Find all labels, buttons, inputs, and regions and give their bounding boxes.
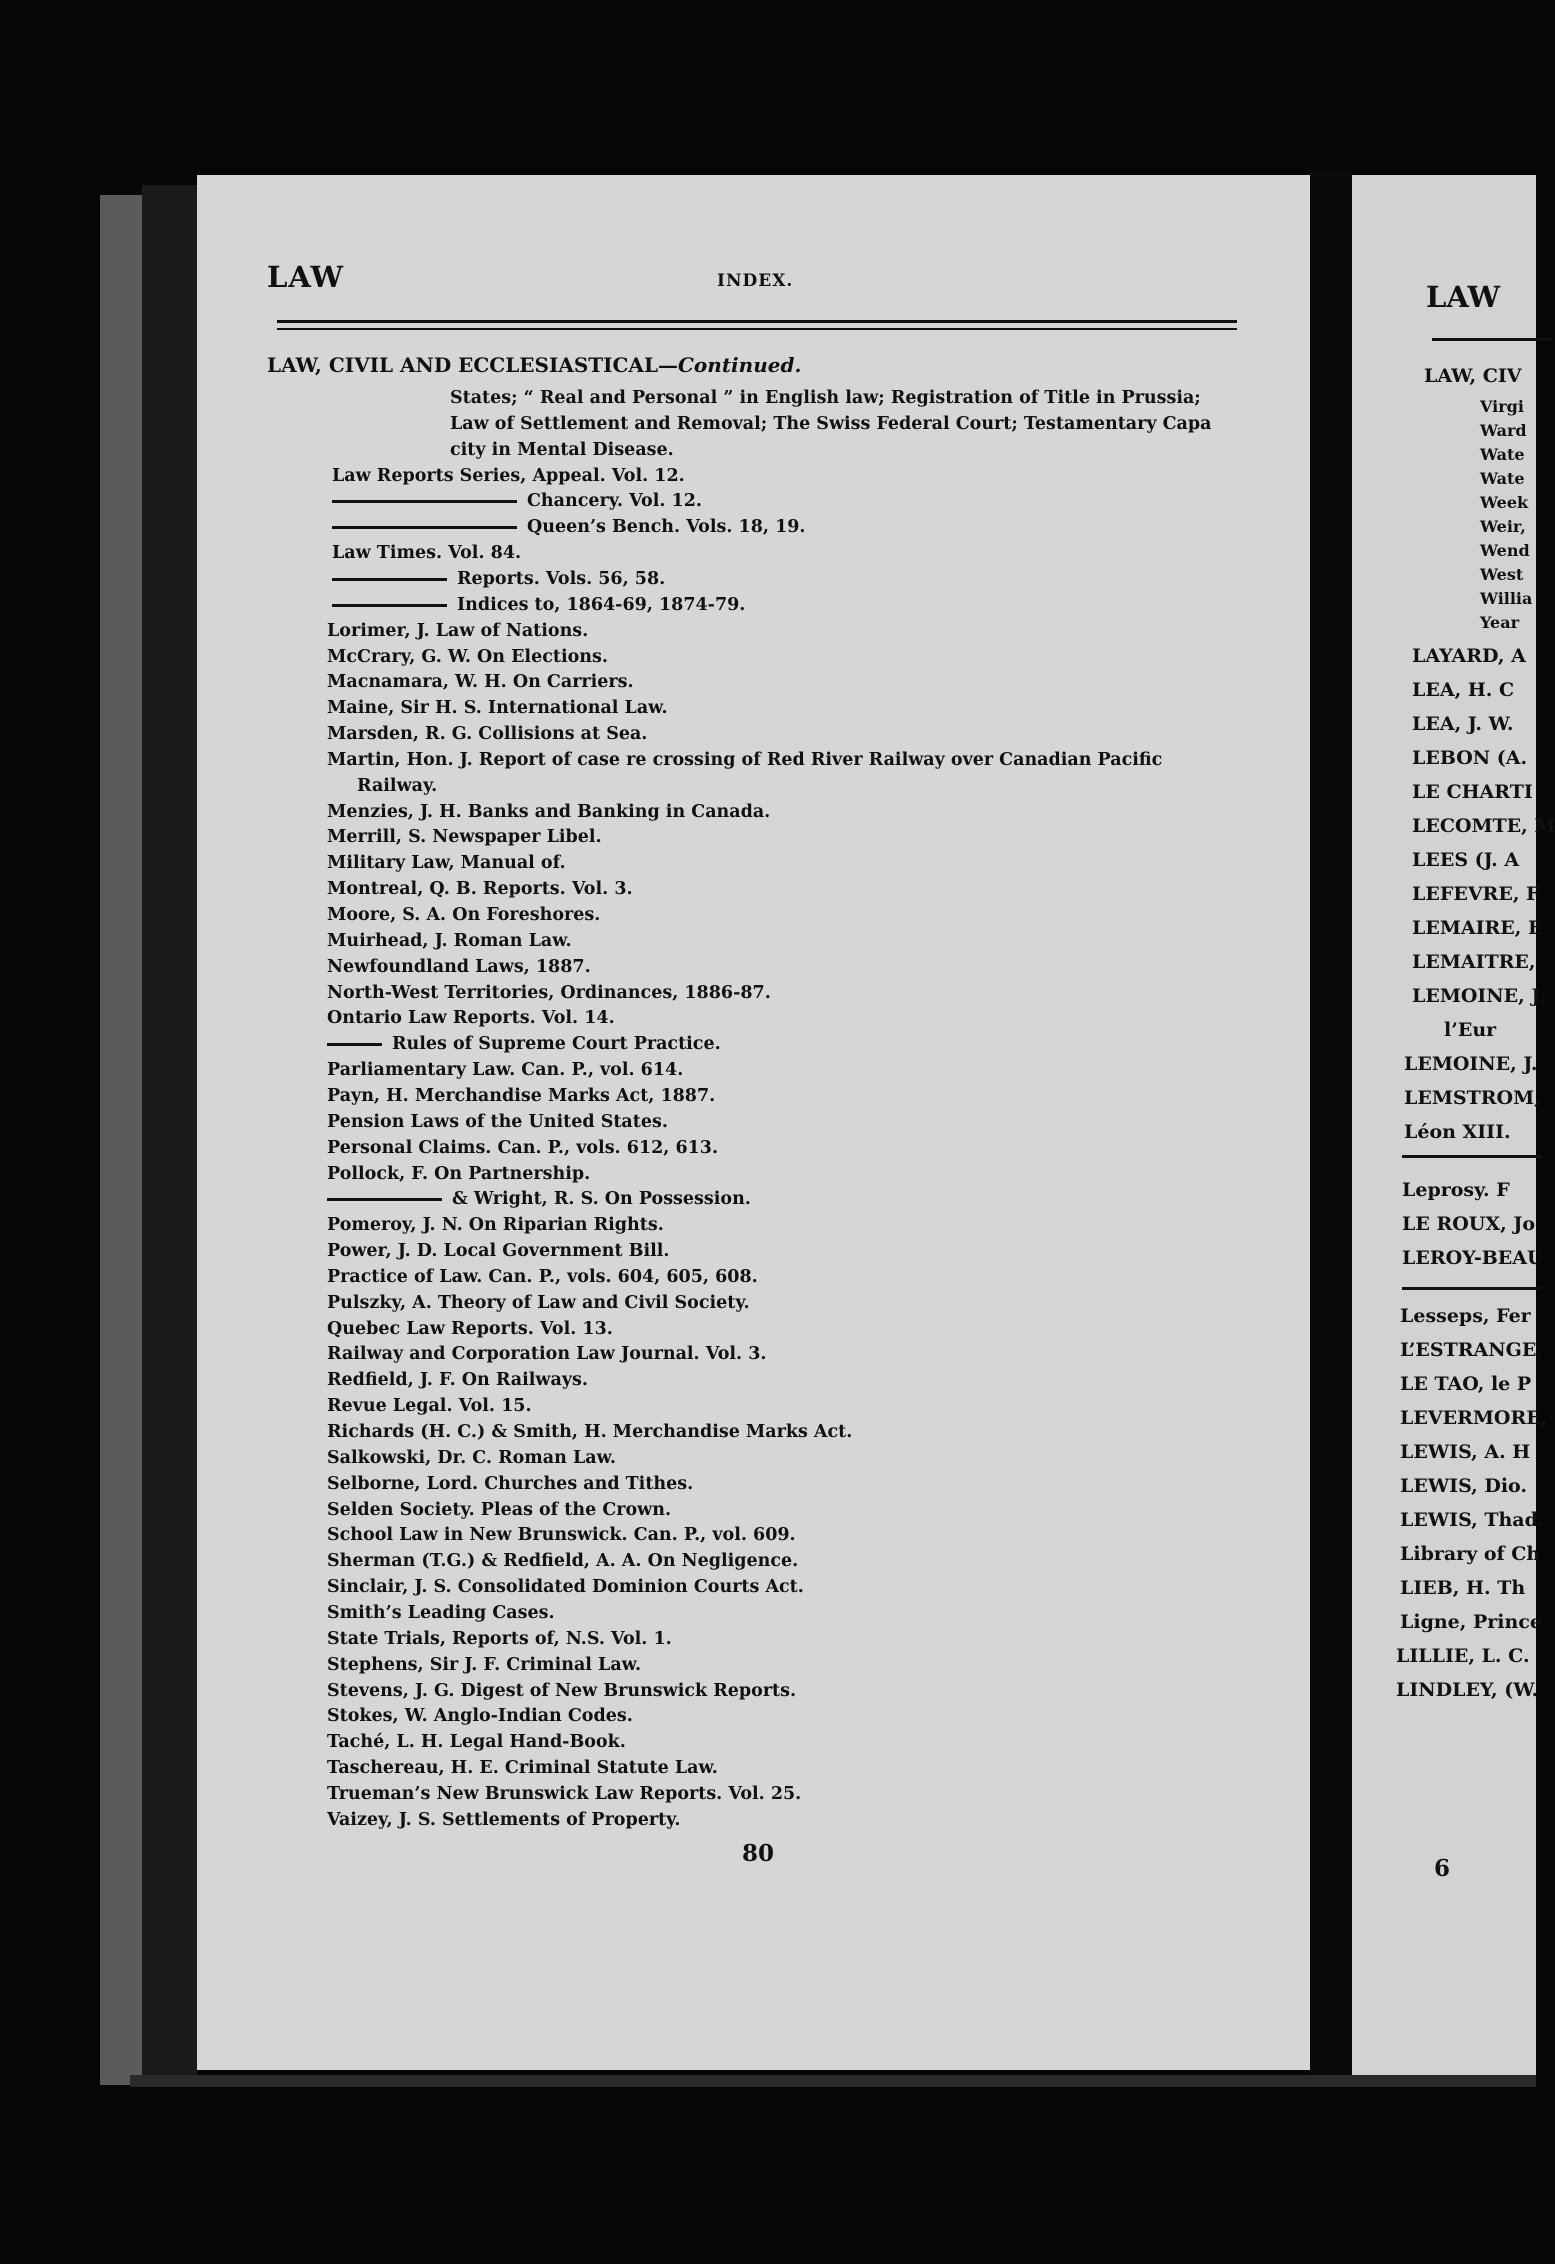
index-entry: [327, 957, 591, 977]
ditto-dash: [332, 526, 517, 529]
right-index-entry: LEA, H. C: [1412, 679, 1515, 701]
right-index-entry: LEWIS, A. H: [1400, 1441, 1531, 1463]
index-entry-text: city in Mental Disease.: [450, 439, 674, 460]
right-index-entry: LEWIS, Thad.: [1400, 1509, 1545, 1531]
right-index-entry: LIEB, H. Th: [1400, 1577, 1526, 1599]
right-index-entry: Library of Ch: [1400, 1543, 1541, 1565]
index-entry: [327, 1138, 718, 1158]
book-spine-edge: [100, 195, 142, 2085]
index-entry-text: Law Reports Series, Appeal. Vol. 12.: [332, 465, 685, 486]
index-entry-text: Law of Settlement and Removal; The Swiss Federal Court; Testamentary Capa: [450, 413, 1212, 434]
index-entry-text: Richards (H. C.) & Smith, H. Merchandise Marks Act.: [327, 1422, 853, 1442]
index-entry: [450, 440, 674, 460]
ditto-dash: [332, 500, 517, 503]
index-entry-text: Redfield, J. F. On Railways.: [327, 1370, 588, 1391]
right-index-entry: LEMAIRE, E: [1412, 917, 1543, 939]
right-index-entry: Year: [1480, 613, 1520, 632]
running-header-left: LAW: [267, 260, 345, 294]
index-entry-text: Merrill, S. Newspaper Libel.: [327, 827, 602, 848]
index-entry: [332, 517, 806, 537]
left-page: [197, 175, 1327, 2070]
index-entry: [327, 905, 600, 925]
index-entry-text: Law Times. Vol. 84.: [332, 543, 522, 564]
ditto-dash: [327, 1043, 382, 1046]
index-entry: [450, 388, 1201, 408]
right-running-header: LAW: [1426, 280, 1501, 314]
index-entry: [327, 827, 602, 847]
index-entry: [332, 569, 665, 589]
index-entry: [327, 1034, 721, 1054]
index-entry: [327, 1810, 680, 1830]
book-spine-shadow: [142, 185, 197, 2080]
right-header-rule: [1432, 338, 1552, 341]
right-index-entry: LEMOINE, J.: [1404, 1053, 1538, 1075]
ditto-dash: [332, 578, 447, 581]
index-entry-text: Sinclair, J. S. Consolidated Dominion Courts Act.: [327, 1577, 804, 1598]
index-entry: [327, 931, 572, 951]
header-rule-bottom: [277, 328, 1237, 330]
ditto-dash: [327, 1198, 442, 1201]
right-index-entry: Ward: [1480, 421, 1527, 440]
index-entry-text: Vaizey, J. S. Settlements of Property.: [327, 1809, 681, 1830]
right-index-entry: LE CHARTI: [1412, 781, 1533, 803]
right-index-entry: LEROY-BEAU: [1402, 1247, 1544, 1269]
index-entry-text: Montreal, Q. B. Reports. Vol. 3.: [327, 879, 633, 900]
index-entry: [332, 491, 702, 511]
index-entry: [450, 414, 1211, 434]
index-entry: [327, 1112, 668, 1132]
index-entry: [327, 1164, 590, 1184]
index-entry: [327, 1293, 750, 1313]
header-rule-top: [277, 320, 1237, 323]
page-bottom-shadow: [130, 2075, 1536, 2087]
index-entry: [327, 621, 588, 641]
index-entry-text: Pomeroy, J. N. On Riparian Rights.: [327, 1215, 664, 1236]
index-entry: [327, 1448, 616, 1468]
index-entry: [327, 647, 608, 667]
right-index-entry: Léon XIII.: [1404, 1121, 1511, 1143]
index-entry-text: Quebec Law Reports. Vol. 13.: [327, 1318, 613, 1339]
index-entry-text: Martin, Hon. J. Report of case re crossing of Red River Railway over Canadian Pacific: [327, 749, 1163, 770]
right-page: [1352, 175, 1555, 2075]
index-entry: [327, 1396, 532, 1416]
index-entry: [327, 1732, 626, 1752]
right-index-entry: Wend: [1480, 541, 1530, 560]
index-entry: [327, 879, 633, 899]
index-entry: [327, 1500, 671, 1520]
right-index-entry: LAW, CIV: [1424, 365, 1522, 387]
index-entry-text: Selden Society. Pleas of the Crown.: [327, 1499, 672, 1520]
index-entry-text: Stevens, J. G. Digest of New Brunswick Reports.: [327, 1680, 797, 1701]
index-entry-text: State Trials, Reports of, N.S. Vol. 1.: [327, 1628, 672, 1649]
index-entry: [327, 1706, 633, 1726]
right-index-entry: LEMOINE, J.: [1412, 985, 1546, 1007]
right-index-entry: LEES (J. A: [1412, 849, 1520, 871]
index-entry: [327, 1474, 693, 1494]
index-entry: [332, 595, 745, 615]
right-index-entry: L’ESTRANGE,: [1400, 1339, 1543, 1361]
index-entry-text: Payn, H. Merchandise Marks Act, 1887.: [327, 1085, 716, 1106]
right-index-entry: LEWIS, Dio.: [1400, 1475, 1527, 1497]
index-entry: [327, 1319, 613, 1339]
index-entry: [327, 1525, 796, 1545]
index-entry-text: Newfoundland Laws, 1887.: [327, 956, 591, 977]
index-entry-text: Queen’s Bench. Vols. 18, 19.: [527, 517, 806, 538]
right-index-entry: Willia: [1480, 589, 1533, 608]
index-entry: [327, 1267, 758, 1287]
right-index-entry: Virgi: [1480, 397, 1524, 416]
section-continued: Continued.: [678, 353, 802, 377]
index-entry-text: Power, J. D. Local Government Bill.: [327, 1241, 670, 1262]
index-entry-text: Ontario Law Reports. Vol. 14.: [327, 1008, 615, 1029]
section-heading: [267, 353, 801, 377]
right-index-entry: Wate: [1480, 469, 1525, 488]
index-entry-text: McCrary, G. W. On Elections.: [327, 646, 608, 667]
index-entry-text: Selborne, Lord. Churches and Tithes.: [327, 1473, 694, 1494]
right-index-entry: LAYARD, A: [1412, 645, 1526, 667]
right-index-entry: Lesseps, Fer: [1400, 1305, 1531, 1327]
right-index-entry: LEMSTROM,: [1404, 1087, 1541, 1109]
index-entry-text: Pollock, F. On Partnership.: [327, 1163, 591, 1184]
page-number: 80: [742, 1840, 775, 1867]
index-entry-text: Stephens, Sir J. F. Criminal Law.: [327, 1654, 642, 1675]
right-index-entry: LEBON (A.: [1412, 747, 1528, 769]
index-entry-text: Muirhead, J. Roman Law.: [327, 930, 572, 951]
index-entry: [327, 1758, 718, 1778]
right-separator-rule: [1402, 1155, 1542, 1158]
index-entry-text: Trueman’s New Brunswick Law Reports. Vol. 25.: [327, 1783, 802, 1804]
index-entry-text: Taschereau, H. E. Criminal Statute Law.: [327, 1758, 718, 1779]
index-entry: [332, 543, 521, 563]
right-index-entry: LEMAITRE,: [1412, 951, 1536, 973]
index-entry-text: Maine, Sir H. S. International Law.: [327, 698, 668, 719]
index-entry-text: Macnamara, W. H. On Carriers.: [327, 672, 634, 693]
right-index-entry: LE ROUX, Jo: [1402, 1213, 1535, 1235]
index-entry: [327, 1655, 641, 1675]
index-entry: [327, 1577, 804, 1597]
index-entry: [327, 1189, 751, 1209]
right-separator-rule: [1402, 1287, 1542, 1290]
index-entry: [327, 672, 634, 692]
index-entry: [327, 750, 1162, 770]
index-entry-text: Taché, L. H. Legal Hand-Book.: [327, 1732, 626, 1753]
index-entry-text: Rules of Supreme Court Practice.: [392, 1034, 721, 1055]
running-header-center: INDEX.: [717, 271, 794, 291]
index-entry: [332, 466, 685, 486]
index-entry-text: Personal Claims. Can. P., vols. 612, 613.: [327, 1137, 719, 1158]
right-index-entry: LE TAO, le P: [1400, 1373, 1532, 1395]
index-entry-text: Moore, S. A. On Foreshores.: [327, 905, 601, 925]
index-entry: [327, 1551, 798, 1571]
right-index-entry: LILLIE, L. C.: [1396, 1645, 1530, 1667]
index-entry: [327, 1060, 683, 1080]
index-entry: [327, 1603, 555, 1623]
right-index-entry: LINDLEY, (W.: [1396, 1679, 1539, 1701]
index-entry: [327, 1681, 796, 1701]
index-entry-text: Parliamentary Law. Can. P., vol. 614.: [327, 1060, 684, 1081]
right-index-entry: Week: [1480, 493, 1529, 512]
index-entry-text: North-West Territories, Ordinances, 1886-87.: [327, 982, 771, 1003]
index-entry: [327, 1784, 801, 1804]
right-index-entry: Ligne, Prince: [1400, 1611, 1542, 1633]
index-entry: [357, 776, 437, 796]
index-entry-text: Pension Laws of the United States.: [327, 1111, 668, 1132]
index-entry-text: Lorimer, J. Law of Nations.: [327, 620, 589, 641]
index-entry: [327, 983, 771, 1003]
index-entry: [327, 724, 647, 744]
index-entry: [327, 698, 668, 718]
index-entry-text: Smith’s Leading Cases.: [327, 1602, 555, 1623]
index-entry: [327, 1008, 615, 1028]
right-page-number: 6: [1434, 1855, 1451, 1882]
index-entry-text: Stokes, W. Anglo-Indian Codes.: [327, 1706, 633, 1727]
index-entry-text: & Wright, R. S. On Possession.: [452, 1189, 751, 1210]
index-entry: [327, 1370, 588, 1390]
index-entry-text: Indices to, 1864-69, 1874-79.: [457, 594, 746, 615]
index-entry-text: States; “ Real and Personal ” in English law; Registration of Title in Prussia;: [450, 388, 1201, 408]
index-entry: [327, 1422, 852, 1442]
right-index-entry: l’Eur: [1444, 1019, 1497, 1041]
right-index-entry: LEFEVRE, F: [1412, 883, 1540, 905]
right-index-entry: Wate: [1480, 445, 1525, 464]
index-entry: [327, 1241, 670, 1261]
right-index-entry: West: [1480, 565, 1524, 584]
index-entry-text: School Law in New Brunswick. Can. P., vol. 609.: [327, 1525, 796, 1546]
index-entry-text: Reports. Vols. 56, 58.: [457, 568, 666, 589]
index-entry: [327, 853, 566, 873]
index-entry-text: Revue Legal. Vol. 15.: [327, 1396, 532, 1417]
right-index-entry: LECOMTE, M: [1412, 815, 1555, 837]
index-entry-text: Military Law, Manual of.: [327, 853, 566, 874]
right-index-entry: Leprosy. F: [1402, 1179, 1510, 1201]
right-index-entry: LEVERMORE,: [1400, 1407, 1548, 1429]
index-entry: [327, 1344, 766, 1364]
right-index-entry: Weir,: [1480, 517, 1526, 536]
index-entry-text: Sherman (T.G.) & Redfield, A. A. On Negligence.: [327, 1551, 799, 1572]
index-entry-text: Chancery. Vol. 12.: [527, 491, 702, 512]
index-entry: [327, 1215, 664, 1235]
index-entry-text: Menzies, J. H. Banks and Banking in Canada.: [327, 801, 771, 822]
index-entry-text: Railway and Corporation Law Journal. Vol. 3.: [327, 1344, 767, 1365]
index-entry: [327, 802, 770, 822]
ditto-dash: [332, 604, 447, 607]
index-entry-text: Salkowski, Dr. C. Roman Law.: [327, 1447, 617, 1468]
index-entry: [327, 1086, 715, 1106]
index-entry-text: Pulszky, A. Theory of Law and Civil Society.: [327, 1292, 750, 1313]
page-gutter: [1310, 170, 1352, 2085]
right-index-entry: LEA, J. W.: [1412, 713, 1514, 735]
index-entry: [327, 1629, 672, 1649]
section-heading-text: LAW, CIVIL AND ECCLESIASTICAL—: [267, 353, 679, 377]
index-entry-text: Railway.: [357, 775, 438, 796]
index-entry-text: Marsden, R. G. Collisions at Sea.: [327, 724, 648, 745]
index-entry-text: Practice of Law. Can. P., vols. 604, 605, 608.: [327, 1266, 758, 1287]
